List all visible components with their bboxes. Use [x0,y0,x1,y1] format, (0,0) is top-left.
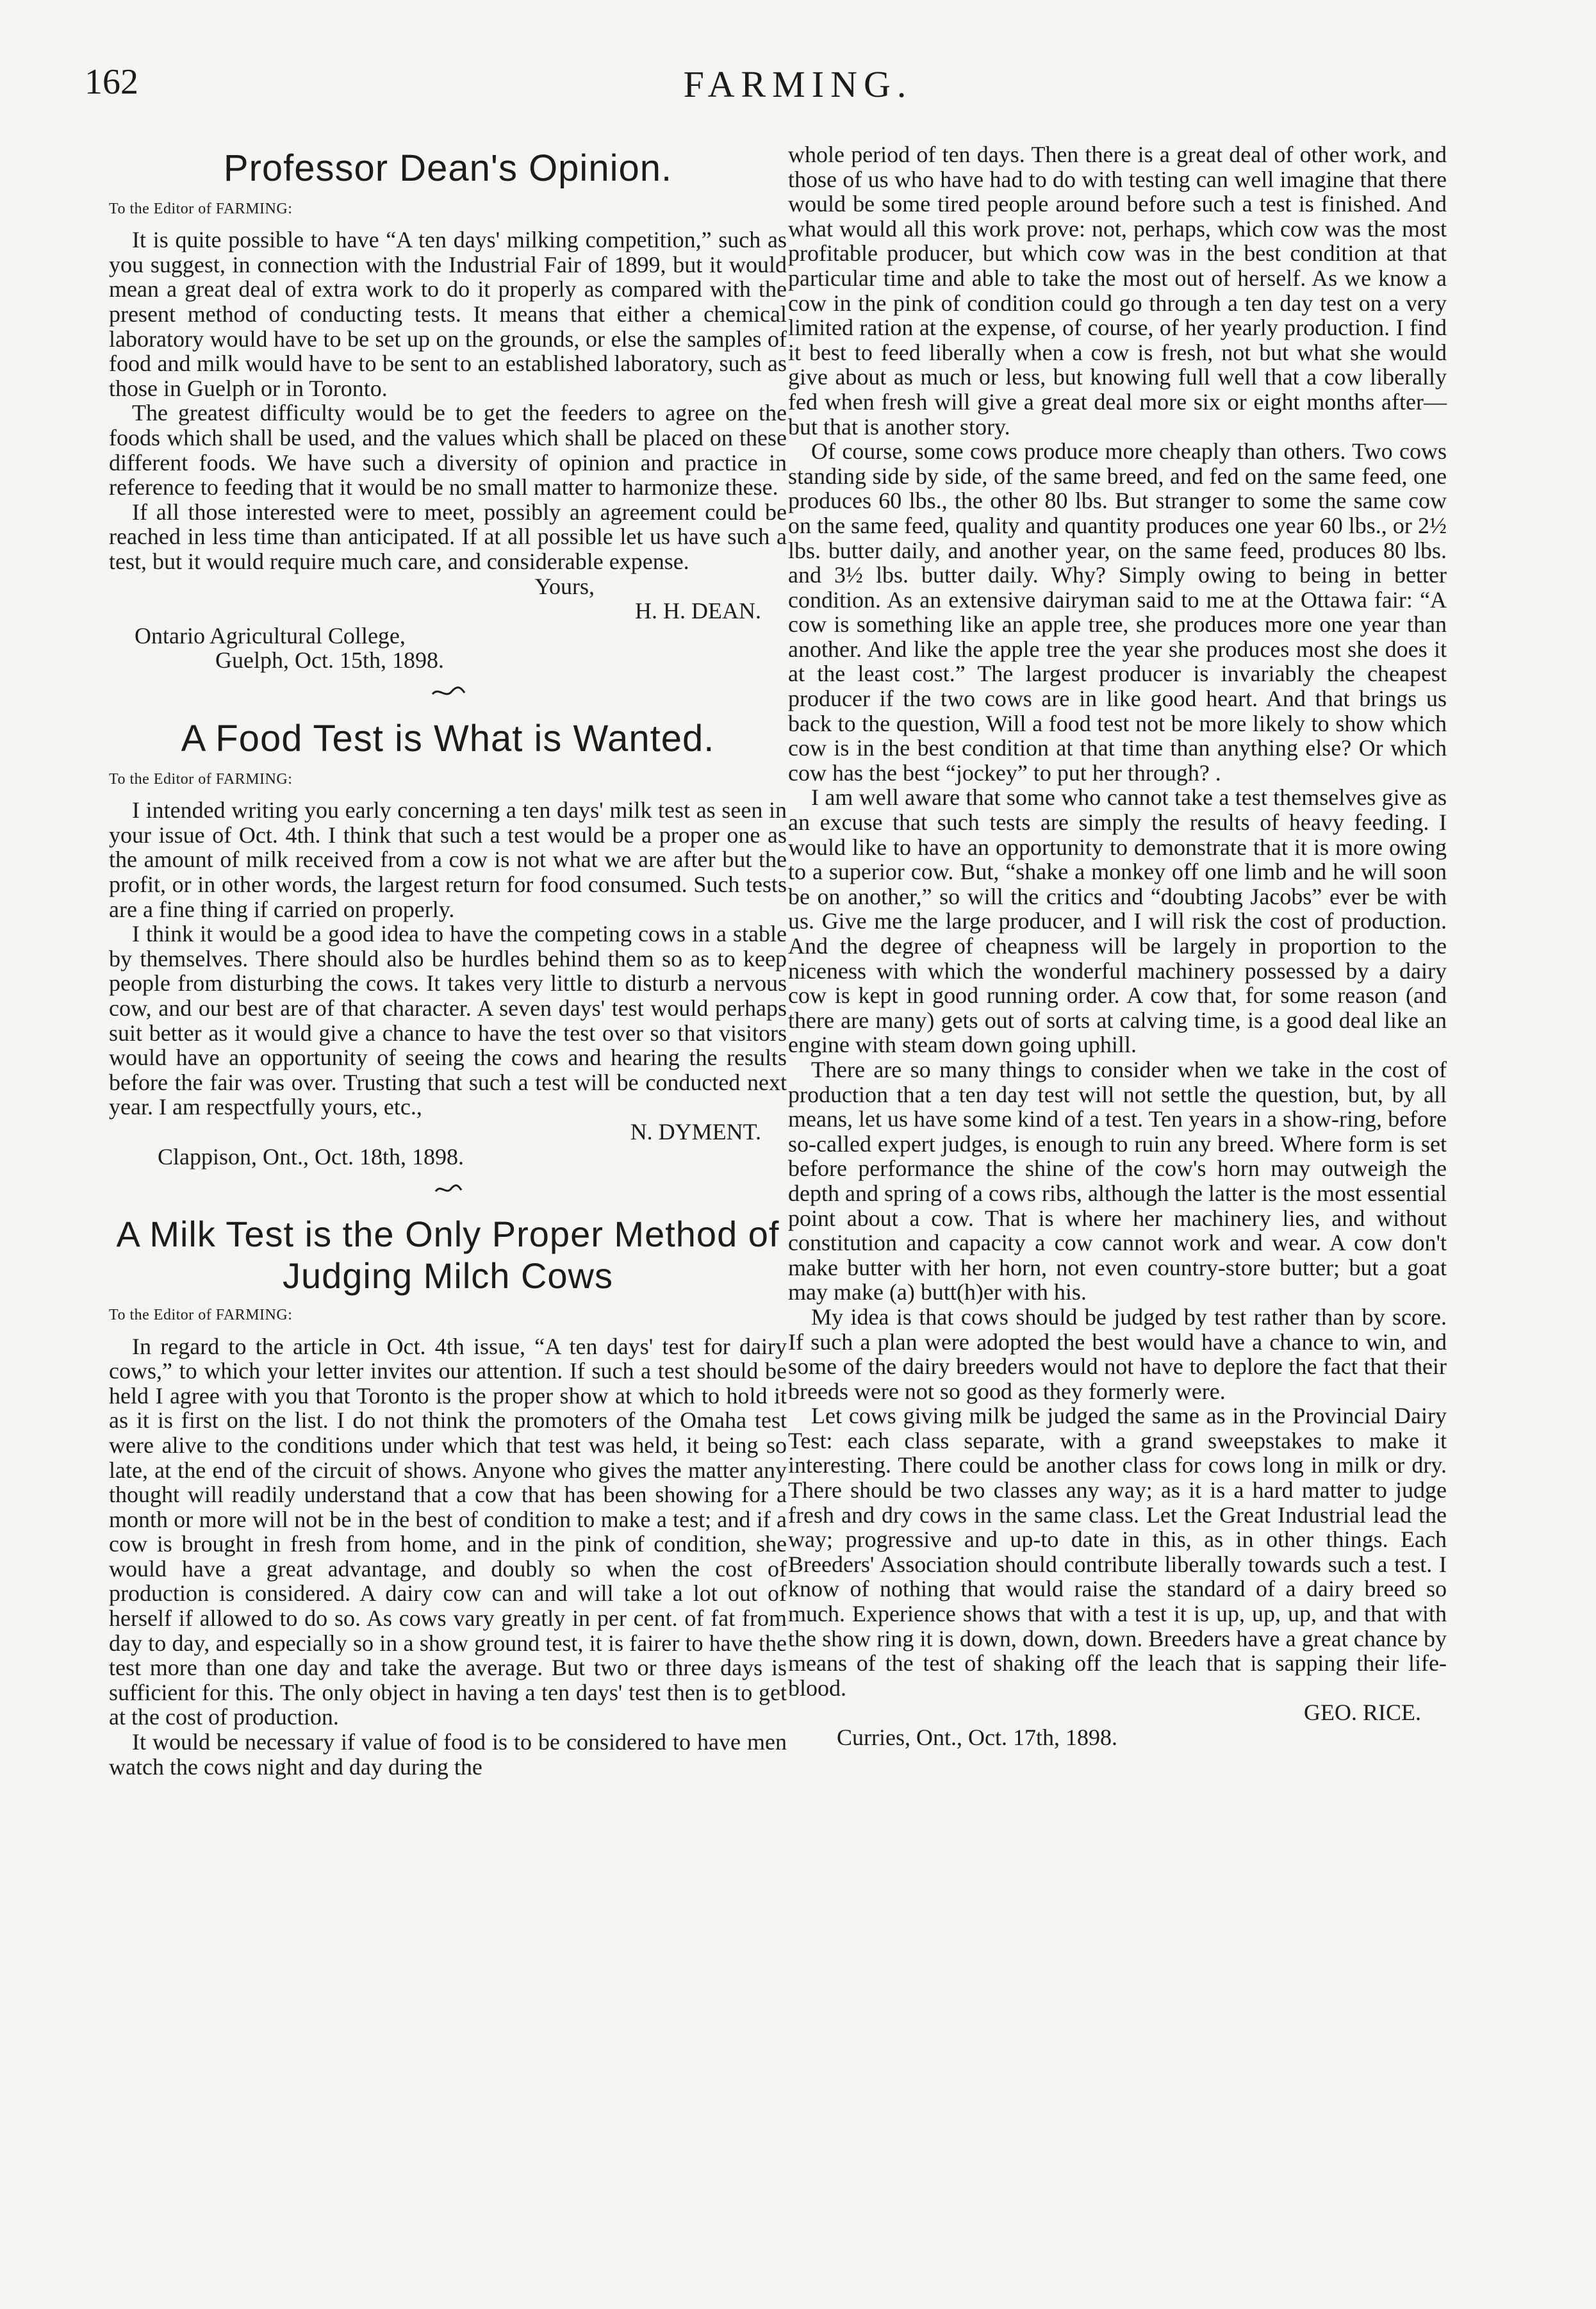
ornament-divider-1 [109,679,787,708]
to-editor-line: To the Editor of FARMING: [109,200,293,217]
food-paragraph-1: I intended writing you early concerning a ten days' milk test as seen in your issue of Oct. 4th. I think that such a test would be a proper one as the amount of milk received from a cow is not what we are after but the profit, or in other words, the largest return for food consumed. Such tests are a fine thing if carried on properly. [109,797,787,922]
dean-paragraph-3: If all those interested were to meet, possibly an agreement could be reached in less time than anticipated. If at all possible let us have such a test, but it would require much care, and considerable expense. [109,499,787,574]
milk-paragraph-3: whole period of ten days. Then there is a great deal of other work, and those of us who have had to do with testing can well imagine that there would be some tired people around before such a test is finished. And what would all this work prove: not, perhaps, which cow was the most profitable producer, but which cow was in the best condition at that particular time and able to take the most out of herself. As we know a cow in the pink of condition could go through a ten day test on a very limited ration at the expense, of course, of her yearly production. I find it best to feed liberally when a cow is fresh, not but what she would give about as much or less, but knowing full well that a cow liberally fed when fresh will give a great deal more six or eight months after—but that is another story. [788,142,1447,440]
flourish-icon [429,683,467,702]
article-heading-dean: Professor Dean's Opinion. [223,147,673,189]
closing-line: Yours, [534,573,595,599]
signature-rice: GEO. RICE. [1304,1700,1421,1726]
page-number: 162 [85,62,138,102]
milk-paragraph-2: It would be necessary if value of food is to be considered to have men watch the cows night and day during the [109,1729,787,1780]
milk-paragraph-8: Let cows giving milk be judged the same as in the Provincial Dairy Test: each class separate, with a grand sweepstakes to make it interesting. There could be another class for cows long in milk or dry. There should be two classes any way; as it is a hard matter to judge fresh and dry cows in the same class. Let the Great Industrial lead the way; progressive and up-to date in this, as in other things. Each Breeders' Association should contribute liberally towards such a test. I know of nothing that would raise the standard of a dairy breed so much. Experience shows that with a test it is up, up, up, and that with the show ring it is down, down, down. Breeders have a great chance by means of the test of shaking off the leach that is sapping their life-blood. [788,1403,1447,1701]
left-column [109,142,787,1779]
milk-paragraph-5: I am well aware that some who cannot take a test themselves give as an excuse that such tests are simply the results of heavy feeding. I would like to have an opportunity to demonstrate that it is more owing to a superior cow. But, “shake a monkey off one limb and he will soon be on another,” so will the critics and “doubting Jacobs” ever be with us. Give me the large producer, and I will risk the cost of production. And the degree of cheapness will be largely in proportion to the niceness with which the wonderful machinery possessed by a dairy cow is kept in good running order. A cow that, for some reason (and there are many) gets out of sorts at calving time, is a good deal like an engine with steam down going uphill. [788,784,1447,1058]
flourish-icon [432,1181,464,1198]
right-column [788,142,1447,1750]
signature-dyment: N. DYMENT. [630,1118,761,1145]
article-heading-food: A Food Test is What is Wanted. [181,717,715,759]
milk-paragraph-7: My idea is that cows should be judged by test rather than by score. If such a plan were adopted the best would have a chance to win, and some of the dairy breeders would not have to deplore the fact that their breeds were not so good as they formerly were. [788,1303,1447,1404]
article-heading-milk: A Milk Test is the Only Proper Method of Judging Milch Cows [116,1214,780,1296]
milk-paragraph-4: Of course, some cows produce more cheaply than others. Two cows standing side by side, of the same breed, and fed on the same feed, one produces 60 lbs., the other 80 lbs. But stranger to some the same cow on the same feed, quality and quantity produces one year 60 lbs., or 2½ lbs. butter daily, and another year, on the same feed, produces 80 lbs. and 3½ lbs. butter daily. Why? Simply owing to being in better condition. As an extensive dairyman said to me at the Ottawa fair: “A cow is something like an apple tree, she produces more one year than another. And like the apple tree the year she produces most she does it at the least cost.” The largest producer is invariably the cheapest producer if the two cows are in like good heart. And that brings us back to the question, Will a food test not be more likely to show which cow is in the best condition at that time than anything else? Or which cow has the best “jockey” to put her through? . [788,438,1447,786]
affiliation-line-1: Ontario Agricultural College, [135,622,406,649]
dean-paragraph-1: It is quite possible to have “A ten days' milking competition,” such as you suggest, in connection with the Industrial Fair of 1899, but it would mean a great deal of extra work to do it properly as compared with the present method of conducting tests. It means that either a chemical laboratory would have to be set up on the grounds, or else the samples of food and milk would have to be sent to an established laboratory, such as those in Guelph or in Toronto. [109,227,787,401]
dateline-food: Clappison, Ont., Oct. 18th, 1898. [158,1143,464,1170]
milk-paragraph-1: In regard to the article in Oct. 4th issue, “A ten days' test for dairy cows,” to which your letter invites our attention. If such a test should be held I agree with you that Toronto is the proper show at which to hold it as it is first on the list. I do not think the promoters of the Omaha test were alive to the conditions under which that test was held, it being so late, at the end of the circuit of shows. Anyone who gives the matter any thought will readily understand that a cow that has been showing for a month or more will not be in the best of condition to make a test; and if a cow is brought in fresh from home, and in the pink of condition, she would have a great advantage, and doubly so when the cost of production is considered. A dairy cow can and will take a lot out of herself if allowed to do so. As cows vary greatly in per cent. of fat from day to day, and especially so in a show ground test, it is fairer to have the test more than one day and take the average. But two or three days is sufficient for this. The only object in having a ten days' test then is to get at the cost of production. [109,1333,787,1730]
ornament-divider-2 [109,1175,787,1204]
dateline-milk: Curries, Ont., Oct. 17th, 1898. [837,1725,1117,1750]
dean-paragraph-2: The greatest difficulty would be to get the feeders to agree on the foods which shall be used, and the values which shall be placed on these different foods. We have such a diversity of opinion and practice in reference to feeding that it would be no small matter to harmonize these. [109,400,787,501]
food-paragraph-2: I think it would be a good idea to have the competing cows in a stable by themselves. There should also be hurdles behind them so as to keep people from disturbing the cows. It takes very little to disturb a nervous cow, and our best are of that character. A seven days' test would perhaps suit better as it would give a chance to have the test over so that visitors would have an opportunity of seeing the cows and hearing the results before the fair was over. Trusting that such a test will be conducted next year. I am respectfully yours, etc., [109,921,787,1120]
to-editor-line: To the Editor of FARMING: [109,1306,293,1323]
to-editor-line: To the Editor of FARMING: [109,770,293,788]
running-head: FARMING. [683,63,913,105]
affiliation-line-2: Guelph, Oct. 15th, 1898. [215,647,444,674]
signature-dean: H. H. DEAN. [635,598,761,624]
milk-paragraph-6: There are so many things to consider when we take in the cost of production that a ten day test will not settle the question, but, by all means, let us have some kind of a test. Ten years in a show-ring, before so-called expert judges, is enough to ruin any breed. Where form is set before performance the shine of the cow's horn may outweigh the depth and spring of a cows ribs, although the latter is the most essential point about a cow. That is where her machinery lies, and without constitution and capacity a cow cannot work and wear. A cow don't make butter with her horn, not even country-store butter; but a goat may make (a) butt(h)er with his. [788,1056,1447,1305]
